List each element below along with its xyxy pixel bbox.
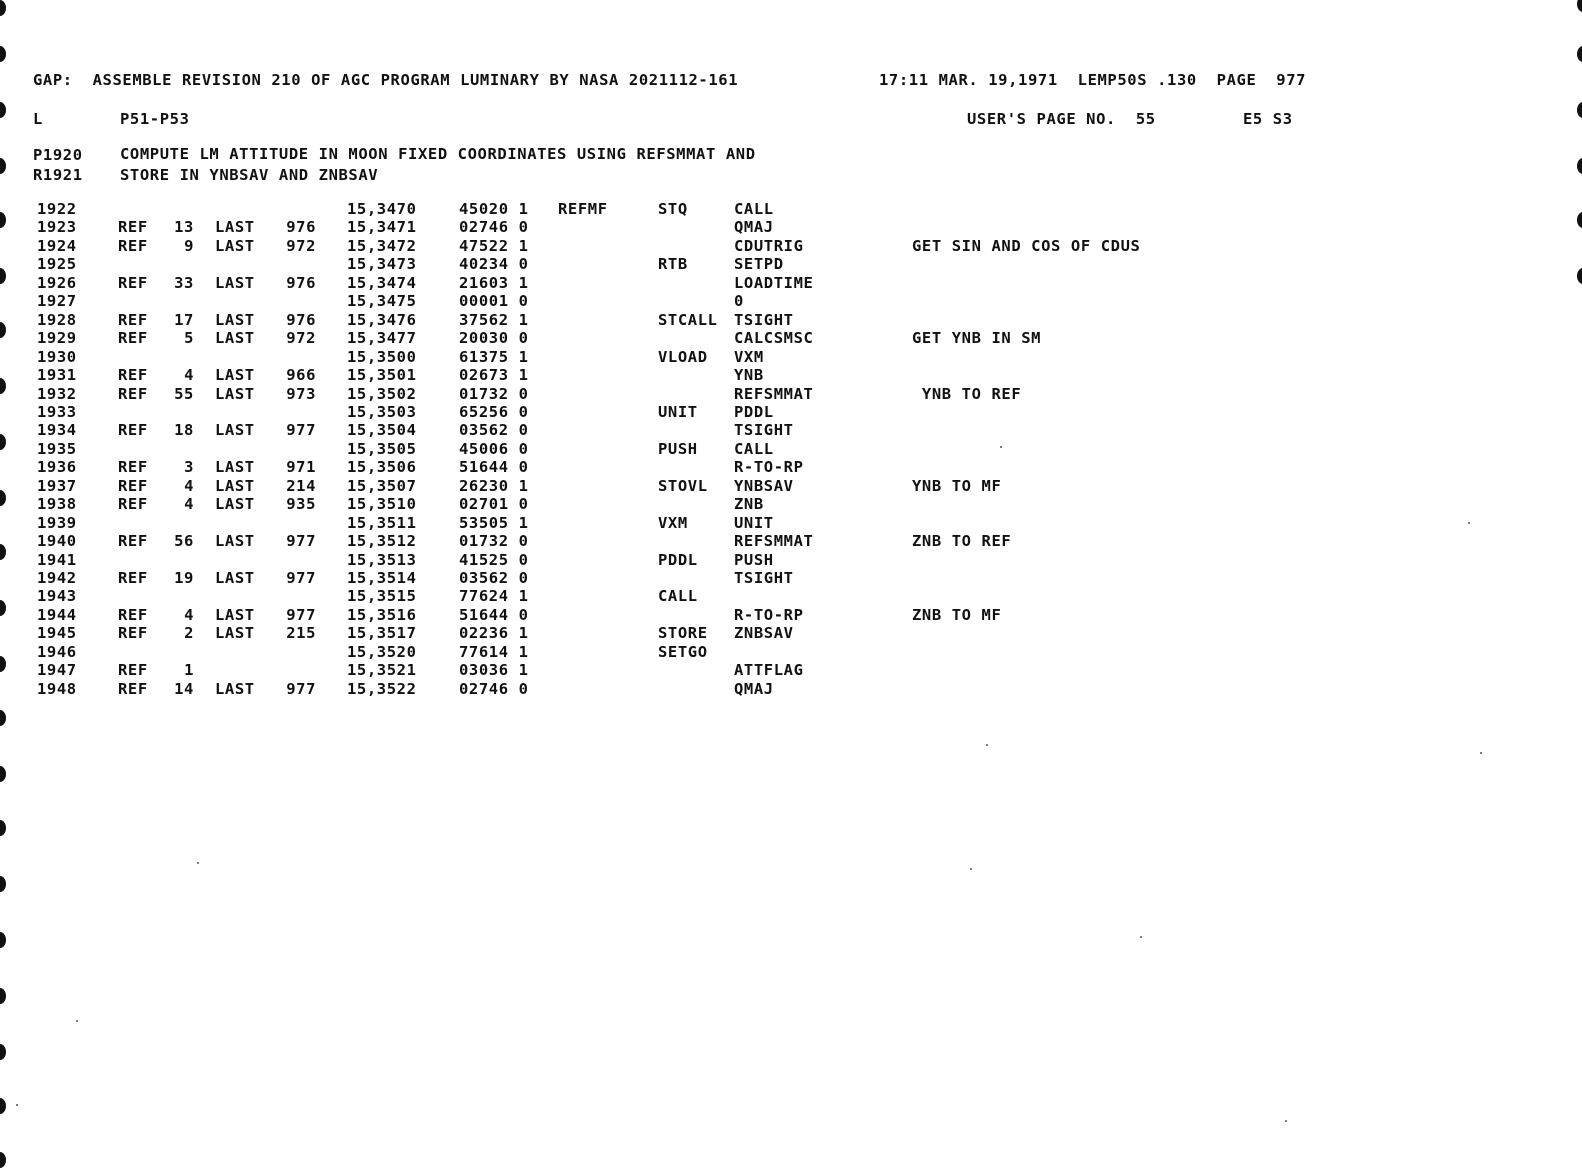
operand: VXM — [734, 347, 764, 366]
opcode: UNIT — [658, 402, 698, 421]
last-keyword: LAST — [215, 421, 255, 440]
octal-word: 37562 1 — [459, 310, 529, 329]
last-keyword: LAST — [215, 310, 255, 329]
table-row — [0, 200, 1582, 219]
table-row — [0, 514, 1582, 533]
memory-address: 15,3476 — [347, 310, 417, 329]
opcode: STOVL — [658, 476, 708, 495]
memory-address: 15,3513 — [347, 550, 417, 569]
octal-word: 02746 0 — [459, 679, 529, 698]
sprocket-hole — [0, 820, 6, 836]
ref-keyword: REF — [118, 384, 148, 403]
table-row — [0, 329, 1582, 348]
paper-speck — [1285, 1120, 1287, 1122]
code-comment: ZNB TO MF — [912, 605, 1002, 624]
table-row — [0, 366, 1582, 385]
operand: SETPD — [734, 255, 784, 274]
ref-count: 5 — [184, 329, 194, 348]
ref-count: 4 — [184, 495, 194, 514]
ref-count: 13 — [174, 218, 194, 237]
sprocket-hole — [0, 1044, 6, 1060]
line-number: 1948 — [37, 679, 77, 698]
comment-text: COMPUTE LM ATTITUDE IN MOON FIXED COORDINATES USING REFSMMAT AND — [120, 145, 756, 163]
line-number: 1930 — [37, 347, 77, 366]
opcode: VLOAD — [658, 347, 708, 366]
ref-keyword: REF — [118, 495, 148, 514]
memory-address: 15,3505 — [347, 439, 417, 458]
line-number: 1940 — [37, 532, 77, 551]
octal-word: 02673 1 — [459, 366, 529, 385]
table-row — [0, 311, 1582, 330]
octal-word: 40234 0 — [459, 255, 529, 274]
opcode: CALL — [658, 587, 698, 606]
ref-count: 55 — [174, 384, 194, 403]
last-page: 935 — [286, 495, 316, 514]
last-page: 976 — [286, 310, 316, 329]
memory-address: 15,3522 — [347, 679, 417, 698]
memory-address: 15,3506 — [347, 458, 417, 477]
last-page: 977 — [286, 421, 316, 440]
memory-address: 15,3510 — [347, 495, 417, 514]
operand: 0 — [734, 292, 744, 311]
last-page: 971 — [286, 458, 316, 477]
ref-count: 9 — [184, 236, 194, 255]
octal-word: 41525 0 — [459, 550, 529, 569]
table-row — [0, 348, 1582, 367]
opcode: PUSH — [658, 439, 698, 458]
table-row — [0, 532, 1582, 551]
last-keyword: LAST — [215, 458, 255, 477]
memory-address: 15,3502 — [347, 384, 417, 403]
last-page: 214 — [286, 476, 316, 495]
code-comment: YNB TO MF — [912, 476, 1002, 495]
last-page: 977 — [286, 532, 316, 551]
operand: REFSMMAT — [734, 532, 814, 551]
octal-word: 03036 1 — [459, 661, 529, 680]
last-keyword: LAST — [215, 605, 255, 624]
ref-keyword: REF — [118, 458, 148, 477]
code-comment: GET YNB IN SM — [912, 329, 1042, 348]
memory-address: 15,3507 — [347, 476, 417, 495]
opcode: VXM — [658, 513, 688, 532]
operand: ZNBSAV — [734, 624, 794, 643]
octal-word: 21603 1 — [459, 273, 529, 292]
memory-address: 15,3504 — [347, 421, 417, 440]
line-number: 1945 — [37, 624, 77, 643]
octal-word: 26230 1 — [459, 476, 529, 495]
paper-speck — [16, 1104, 18, 1106]
table-row — [0, 403, 1582, 422]
octal-word: 02236 1 — [459, 624, 529, 643]
line-number: 1925 — [37, 255, 77, 274]
operand: REFSMMAT — [734, 384, 814, 403]
sprocket-hole — [0, 1098, 6, 1114]
last-keyword: LAST — [215, 273, 255, 292]
octal-word: 03562 0 — [459, 421, 529, 440]
code-comment: ZNB TO REF — [912, 532, 1012, 551]
ref-keyword: REF — [118, 421, 148, 440]
operand: LOADTIME — [734, 273, 814, 292]
octal-word: 53505 1 — [459, 513, 529, 532]
code-comment: YNB TO REF — [912, 384, 1022, 403]
ref-keyword: REF — [118, 366, 148, 385]
table-row — [0, 643, 1582, 662]
last-keyword: LAST — [215, 218, 255, 237]
line-number: 1924 — [37, 236, 77, 255]
sprocket-hole — [0, 102, 6, 118]
opcode: STQ — [658, 200, 688, 218]
sprocket-hole — [0, 766, 6, 782]
paper-speck — [1140, 936, 1142, 938]
sprocket-hole — [0, 988, 6, 1004]
ref-keyword: REF — [118, 569, 148, 587]
memory-address: 15,3501 — [347, 366, 417, 385]
memory-address: 15,3477 — [347, 329, 417, 348]
last-page: 977 — [286, 569, 316, 587]
line-number: 1926 — [37, 273, 77, 292]
last-keyword: LAST — [215, 624, 255, 643]
ref-count: 4 — [184, 605, 194, 624]
ref-keyword: REF — [118, 624, 148, 643]
line-number: 1922 — [37, 200, 77, 218]
paper-speck — [986, 744, 988, 746]
memory-address: 15,3516 — [347, 605, 417, 624]
last-keyword: LAST — [215, 495, 255, 514]
last-keyword: LAST — [215, 569, 255, 587]
octal-word: 00001 0 — [459, 292, 529, 311]
table-row — [0, 218, 1582, 237]
line-number: 1938 — [37, 495, 77, 514]
table-row — [0, 255, 1582, 274]
ref-keyword: REF — [118, 236, 148, 255]
operand: TSIGHT — [734, 569, 794, 587]
ref-keyword: REF — [118, 679, 148, 698]
ref-count: 14 — [174, 679, 194, 698]
paper-speck — [970, 868, 972, 870]
ref-count: 1 — [184, 661, 194, 680]
ref-keyword: REF — [118, 661, 148, 680]
operand: CALCSMSC — [734, 329, 814, 348]
ref-keyword: REF — [118, 605, 148, 624]
line-number: 1946 — [37, 642, 77, 661]
last-page: 972 — [286, 236, 316, 255]
operand: TSIGHT — [734, 421, 794, 440]
octal-word: 01732 0 — [459, 384, 529, 403]
memory-address: 15,3521 — [347, 661, 417, 680]
table-row — [0, 458, 1582, 477]
last-page: 215 — [286, 624, 316, 643]
table-row — [0, 495, 1582, 514]
ref-count: 18 — [174, 421, 194, 440]
comment-line-number: P1920 — [33, 146, 83, 164]
ref-keyword: REF — [118, 329, 148, 348]
ref-count: 17 — [174, 310, 194, 329]
octal-word: 02746 0 — [459, 218, 529, 237]
octal-word: 61375 1 — [459, 347, 529, 366]
last-keyword: LAST — [215, 384, 255, 403]
sprocket-hole — [1577, 0, 1582, 12]
sprocket-hole — [0, 876, 6, 892]
last-page: 973 — [286, 384, 316, 403]
table-row — [0, 661, 1582, 680]
sprocket-hole — [0, 0, 6, 16]
ref-count: 2 — [184, 624, 194, 643]
sprocket-hole — [1577, 46, 1582, 62]
last-keyword: LAST — [215, 679, 255, 698]
operand: TSIGHT — [734, 310, 794, 329]
line-number: 1927 — [37, 292, 77, 311]
octal-word: 47522 1 — [459, 236, 529, 255]
line-number: 1947 — [37, 661, 77, 680]
memory-address: 15,3470 — [347, 200, 417, 218]
table-row — [0, 440, 1582, 459]
octal-word: 51644 0 — [459, 605, 529, 624]
memory-address: 15,3471 — [347, 218, 417, 237]
line-number: 1929 — [37, 329, 77, 348]
line-number: 1943 — [37, 587, 77, 606]
operand: ATTFLAG — [734, 661, 804, 680]
operand: YNBSAV — [734, 476, 794, 495]
opcode: STORE — [658, 624, 708, 643]
octal-word: 45020 1 — [459, 200, 529, 218]
octal-word: 65256 0 — [459, 402, 529, 421]
line-number: 1939 — [37, 513, 77, 532]
last-keyword: LAST — [215, 366, 255, 385]
last-page: 976 — [286, 218, 316, 237]
line-number: 1944 — [37, 605, 77, 624]
memory-address: 15,3514 — [347, 569, 417, 587]
octal-word: 51644 0 — [459, 458, 529, 477]
table-row — [0, 680, 1582, 699]
table-row — [0, 606, 1582, 625]
memory-address: 15,3473 — [347, 255, 417, 274]
line-number: 1941 — [37, 550, 77, 569]
operand: PUSH — [734, 550, 774, 569]
listing-header-left: GAP: ASSEMBLE REVISION 210 OF AGC PROGRAM LUMINARY BY NASA 2021112-161 — [33, 71, 739, 89]
memory-address: 15,3475 — [347, 292, 417, 311]
last-keyword: LAST — [215, 236, 255, 255]
last-keyword: LAST — [215, 476, 255, 495]
opcode: PDDL — [658, 550, 698, 569]
section-name: P51-P53 — [120, 110, 190, 128]
ref-count: 3 — [184, 458, 194, 477]
line-number: 1928 — [37, 310, 77, 329]
octal-word: 01732 0 — [459, 532, 529, 551]
table-row — [0, 237, 1582, 256]
table-row — [0, 624, 1582, 643]
line-number: 1923 — [37, 218, 77, 237]
code-label: REFMF — [558, 200, 608, 218]
octal-word: 20030 0 — [459, 329, 529, 348]
memory-address: 15,3500 — [347, 347, 417, 366]
sprocket-hole — [0, 1152, 6, 1168]
memory-address: 15,3515 — [347, 587, 417, 606]
operand: CALL — [734, 439, 774, 458]
users-page-number: USER'S PAGE NO. 55 — [967, 110, 1156, 128]
octal-word: 45006 0 — [459, 439, 529, 458]
octal-word: 03562 0 — [459, 569, 529, 587]
table-row — [0, 551, 1582, 570]
operand: PDDL — [734, 402, 774, 421]
line-number: 1937 — [37, 476, 77, 495]
line-number: 1935 — [37, 439, 77, 458]
operand: QMAJ — [734, 679, 774, 698]
sprocket-hole — [0, 46, 6, 62]
last-page: 977 — [286, 605, 316, 624]
ref-count: 4 — [184, 476, 194, 495]
sprocket-hole — [0, 932, 6, 948]
octal-word: 77624 1 — [459, 587, 529, 606]
sprocket-hole — [1577, 158, 1582, 174]
memory-address: 15,3512 — [347, 532, 417, 551]
table-row — [0, 477, 1582, 496]
line-number: 1931 — [37, 366, 77, 385]
operand: YNB — [734, 366, 764, 385]
operand: CALL — [734, 200, 774, 218]
opcode: STCALL — [658, 310, 718, 329]
line-number: 1936 — [37, 458, 77, 477]
last-page: 972 — [286, 329, 316, 348]
memory-address: 15,3520 — [347, 642, 417, 661]
table-row — [0, 274, 1582, 293]
sprocket-hole — [0, 710, 6, 726]
ref-keyword: REF — [118, 218, 148, 237]
opcode: RTB — [658, 255, 688, 274]
memory-address: 15,3517 — [347, 624, 417, 643]
last-page: 966 — [286, 366, 316, 385]
line-number: 1933 — [37, 402, 77, 421]
table-row — [0, 421, 1582, 440]
table-row — [0, 385, 1582, 404]
ref-count: 4 — [184, 366, 194, 385]
last-page: 976 — [286, 273, 316, 292]
last-keyword: LAST — [215, 532, 255, 551]
paper-speck — [76, 1020, 78, 1022]
octal-word: 02701 0 — [459, 495, 529, 514]
ref-count: 33 — [174, 273, 194, 292]
sprocket-hole — [0, 158, 6, 174]
memory-address: 15,3511 — [347, 513, 417, 532]
memory-address: 15,3472 — [347, 236, 417, 255]
table-row — [0, 569, 1582, 588]
paper-speck — [1480, 752, 1482, 754]
line-number: 1934 — [37, 421, 77, 440]
operand: R-TO-RP — [734, 605, 804, 624]
ref-keyword: REF — [118, 273, 148, 292]
listing-header-right: 17:11 MAR. 19,1971 LEMP50S .130 PAGE 977 — [879, 71, 1307, 89]
listing-type: L — [33, 110, 43, 128]
comment-text: STORE IN YNBSAV AND ZNBSAV — [120, 166, 379, 184]
code-comment: GET SIN AND COS OF CDUS — [912, 236, 1141, 255]
operand: UNIT — [734, 513, 774, 532]
comment-line-number: R1921 — [33, 166, 83, 184]
table-row — [0, 292, 1582, 311]
memory-address: 15,3503 — [347, 402, 417, 421]
table-row — [0, 587, 1582, 606]
page-code: E5 S3 — [1243, 110, 1293, 128]
memory-address: 15,3474 — [347, 273, 417, 292]
operand: ZNB — [734, 495, 764, 514]
line-number: 1942 — [37, 569, 77, 587]
last-keyword: LAST — [215, 329, 255, 348]
ref-count: 56 — [174, 532, 194, 551]
opcode: SETGO — [658, 642, 708, 661]
line-number: 1932 — [37, 384, 77, 403]
last-page: 977 — [286, 679, 316, 698]
operand: QMAJ — [734, 218, 774, 237]
ref-keyword: REF — [118, 310, 148, 329]
ref-keyword: REF — [118, 476, 148, 495]
sprocket-hole — [1577, 102, 1582, 118]
ref-count: 19 — [174, 569, 194, 587]
ref-keyword: REF — [118, 532, 148, 551]
operand: R-TO-RP — [734, 458, 804, 477]
operand: CDUTRIG — [734, 236, 804, 255]
octal-word: 77614 1 — [459, 642, 529, 661]
paper-speck — [197, 862, 199, 864]
